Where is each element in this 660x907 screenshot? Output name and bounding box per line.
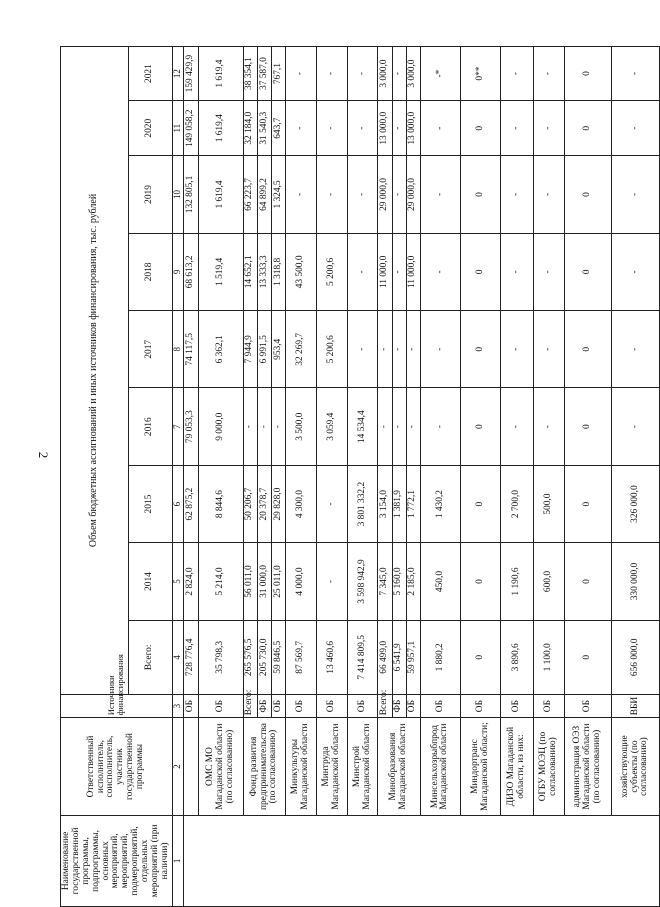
value-cell: 14 534,4	[347, 388, 378, 465]
col-number: 8	[172, 311, 183, 388]
value-cell: -	[257, 388, 271, 465]
value-cell: 0	[461, 233, 501, 310]
value-cell: 25 011,0	[272, 543, 286, 620]
source-cell: ОБ	[198, 694, 243, 717]
value-cell: -	[347, 101, 378, 156]
value-cell: -	[534, 101, 565, 156]
value-cell: 1 519,4	[198, 233, 243, 310]
value-cell: 1 381,9	[392, 465, 406, 542]
value-cell: -	[420, 233, 460, 310]
col-number: 3	[172, 694, 183, 717]
value-cell: -	[420, 156, 460, 233]
table-row	[420, 47, 460, 907]
value-cell: -	[347, 233, 378, 310]
source-cell: ОБ	[272, 694, 286, 717]
rotated-table-wrapper	[60, 46, 650, 907]
source-cell: ОБ	[534, 694, 565, 717]
value-cell: 29 828,0	[272, 465, 286, 542]
value-cell: 159 429,9	[183, 47, 198, 101]
value-cell: 1 324,5	[272, 156, 286, 233]
value-cell: 4 000,0	[286, 543, 317, 620]
value-cell: 6 362,1	[198, 311, 243, 388]
value-cell: -	[406, 311, 420, 388]
header-year-2017: 2017	[128, 311, 172, 388]
value-cell: -	[286, 47, 317, 101]
value-cell: 326 000,0	[612, 465, 659, 542]
value-cell: -	[534, 47, 565, 101]
value-cell: -	[316, 47, 347, 101]
value-cell: 31 000,0	[257, 543, 271, 620]
value-cell: -	[347, 156, 378, 233]
value-cell: 0	[565, 311, 612, 388]
value-cell: 66 223,7	[243, 156, 257, 233]
value-cell: -	[316, 465, 347, 542]
header-year-2020: 2020	[128, 101, 172, 156]
executor-cell: администрация ОЭЗ Магаданской области (по согласованию)	[565, 718, 612, 816]
value-cell: 205 730,0	[257, 620, 271, 694]
executor-cell: ДИЗО Магаданской области, из них:	[501, 718, 534, 816]
value-cell: 62 875,2	[183, 465, 198, 542]
value-cell: -	[420, 388, 460, 465]
value-cell: 0**	[461, 47, 501, 101]
value-cell: 13 333,3	[257, 233, 271, 310]
source-cell: ВБИ	[612, 694, 659, 717]
header-year-2014: 2014	[128, 543, 172, 620]
value-cell: 3 000,0	[378, 47, 392, 101]
value-cell: 13 000,0	[406, 101, 420, 156]
value-cell: 0	[461, 543, 501, 620]
value-cell: -	[501, 47, 534, 101]
value-cell: -	[392, 156, 406, 233]
header-year-2021: 2021	[128, 47, 172, 101]
value-cell: 0	[565, 156, 612, 233]
value-cell: -	[612, 311, 659, 388]
value-cell: -	[272, 388, 286, 465]
value-cell: 0	[565, 620, 612, 694]
header-year-total: Всего:	[128, 620, 172, 694]
value-cell: 2 700,0	[501, 465, 534, 542]
value-cell: 0	[565, 543, 612, 620]
value-cell: -	[286, 101, 317, 156]
value-cell: -	[378, 388, 392, 465]
value-cell: 1 190,6	[501, 543, 534, 620]
table-row	[501, 47, 534, 907]
table-row	[316, 47, 347, 907]
value-cell: 8 844,6	[198, 465, 243, 542]
value-cell: 0	[461, 388, 501, 465]
executor-cell: хозяйствующие субъекты (по согласованию)	[612, 718, 659, 816]
value-cell: 1 430,2	[420, 465, 460, 542]
col-number: 2	[172, 718, 183, 816]
value-cell: 3 801 332,2	[347, 465, 378, 542]
source-cell: ОБ	[183, 694, 198, 717]
source-cell: ОБ	[501, 694, 534, 717]
value-cell: 11 000,0	[406, 233, 420, 310]
header-executor: Ответственный исполнитель, соисполнитель, участник государственной программы	[61, 718, 173, 816]
executor-cell: Фонд развития предпринимательства (по согласованию)	[243, 718, 286, 816]
source-cell: ОБ	[420, 694, 460, 717]
value-cell: 265 576,5	[243, 620, 257, 694]
col-number: 11	[172, 101, 183, 156]
table-row	[461, 47, 501, 907]
value-cell: 7 414 809,5	[347, 620, 378, 694]
executor-cell: ОГБУ МОЭЦ (по согласованию)	[534, 718, 565, 816]
value-cell: 20 378,7	[257, 465, 271, 542]
value-cell: -	[316, 101, 347, 156]
executor-cell: Минстрой Магаданской области	[347, 718, 378, 816]
table-row	[612, 47, 659, 907]
value-cell: -	[392, 101, 406, 156]
value-cell: -	[534, 156, 565, 233]
table-row	[286, 47, 317, 907]
value-cell: 59 846,5	[272, 620, 286, 694]
value-cell: -	[316, 156, 347, 233]
value-cell: 6 541,9	[392, 620, 406, 694]
value-cell: 953,4	[272, 311, 286, 388]
value-cell: 56 011,0	[243, 543, 257, 620]
value-cell: -	[612, 156, 659, 233]
value-cell: 50 206,7	[243, 465, 257, 542]
value-cell: 5 214,0	[198, 543, 243, 620]
page-number: 2	[36, 451, 51, 459]
value-cell: 32 269,7	[286, 311, 317, 388]
value-cell: 11 000,0	[378, 233, 392, 310]
executor-cell: ОМС МО Магаданской области (по согласованию)	[198, 718, 243, 816]
value-cell: 5 200,6	[316, 311, 347, 388]
value-cell: 330 000,0	[612, 543, 659, 620]
value-cell: 1 772,1	[406, 465, 420, 542]
value-cell: -	[612, 101, 659, 156]
col-number: 9	[172, 233, 183, 310]
value-cell: -	[612, 233, 659, 310]
value-cell: -	[286, 156, 317, 233]
value-cell: -	[392, 388, 406, 465]
value-cell: 1 619,4	[198, 47, 243, 101]
value-cell: 3 059,4	[316, 388, 347, 465]
value-cell: 0	[565, 233, 612, 310]
executor-cell: Минкультуры Магаданской области	[286, 718, 317, 816]
value-cell: 0	[461, 620, 501, 694]
header-financing-volume: Объем бюджетных ассигнований и иных источников финансирования, тыс. рублей	[61, 47, 129, 695]
source-cell: ОБ	[286, 694, 317, 717]
source-cell: ОБ	[565, 694, 612, 717]
value-cell: 0	[565, 101, 612, 156]
value-cell: 37 587,0	[257, 47, 271, 101]
value-cell: 3 890,6	[501, 620, 534, 694]
value-cell: 29 000,0	[406, 156, 420, 233]
table-row	[198, 47, 243, 907]
value-cell: 32 184,0	[243, 101, 257, 156]
value-cell: -	[501, 233, 534, 310]
table-row	[347, 47, 378, 907]
value-cell: 3 000,0	[406, 47, 420, 101]
financing-table	[60, 46, 660, 907]
table-row	[565, 47, 612, 907]
value-cell: 1 100,0	[534, 620, 565, 694]
table-row	[243, 47, 257, 907]
value-cell: -	[501, 101, 534, 156]
value-cell: 132 805,1	[183, 156, 198, 233]
value-cell: 0	[461, 465, 501, 542]
value-cell: -	[534, 233, 565, 310]
source-cell: ФБ	[392, 694, 406, 717]
value-cell: 1 880,2	[420, 620, 460, 694]
value-cell: -	[392, 47, 406, 101]
value-cell: 0	[461, 156, 501, 233]
value-cell: -	[406, 388, 420, 465]
header-year-2016: 2016	[128, 388, 172, 465]
value-cell: 43 500,0	[286, 233, 317, 310]
source-cell: ОБ	[461, 694, 501, 717]
table-row	[378, 47, 392, 907]
value-cell: 66 499,0	[378, 620, 392, 694]
value-cell: 4 300,0	[286, 465, 317, 542]
source-cell: ОБ	[316, 694, 347, 717]
value-cell: 5 200,6	[316, 233, 347, 310]
value-cell: 2 185,0	[406, 543, 420, 620]
value-cell: -	[316, 543, 347, 620]
value-cell: 6 991,5	[257, 311, 271, 388]
value-cell: 0	[565, 465, 612, 542]
value-cell: 2 824,0	[183, 543, 198, 620]
col-number: 4	[172, 620, 183, 694]
program-name-cell	[183, 815, 659, 906]
value-cell: -	[420, 311, 460, 388]
col-number: 5	[172, 543, 183, 620]
value-cell: 0	[461, 311, 501, 388]
value-cell: -	[534, 388, 565, 465]
value-cell: 9 000,0	[198, 388, 243, 465]
col-number: 10	[172, 156, 183, 233]
value-cell: 0	[565, 388, 612, 465]
value-cell: 149 058,2	[183, 101, 198, 156]
value-cell: 7 345,0	[378, 543, 392, 620]
value-cell: -	[612, 388, 659, 465]
header-source: Источники финансирования	[61, 694, 173, 717]
col-number: 7	[172, 388, 183, 465]
source-cell: ОБ	[406, 694, 420, 717]
value-cell: -	[347, 311, 378, 388]
value-cell: 59 957,1	[406, 620, 420, 694]
value-cell: 3 154,0	[378, 465, 392, 542]
value-cell: 87 569,7	[286, 620, 317, 694]
value-cell: 64 899,2	[257, 156, 271, 233]
executor-cell: Миндортранс Магаданской области;	[461, 718, 501, 816]
value-cell: 1 318,8	[272, 233, 286, 310]
value-cell: 1 619,4	[198, 156, 243, 233]
value-cell: 0	[461, 101, 501, 156]
value-cell: -	[392, 311, 406, 388]
header-year-2019: 2019	[128, 156, 172, 233]
value-cell: 643,7	[272, 101, 286, 156]
value-cell: -	[378, 311, 392, 388]
value-cell: 728 776,4	[183, 620, 198, 694]
table-row	[534, 47, 565, 907]
value-cell: 3 500,0	[286, 388, 317, 465]
table-body	[183, 47, 659, 907]
value-cell: -*	[420, 47, 460, 101]
source-cell: Всего:	[378, 694, 392, 717]
header-year-2018: 2018	[128, 233, 172, 310]
value-cell: -	[612, 47, 659, 101]
source-cell: ОБ	[347, 694, 378, 717]
executor-cell: Минсельхозрыбпрод Магаданской области	[420, 718, 460, 816]
header-year-2015: 2015	[128, 465, 172, 542]
value-cell: -	[501, 388, 534, 465]
executor-cell: Минобразования Магаданской области	[378, 718, 421, 816]
value-cell: 13 460,6	[316, 620, 347, 694]
value-cell: 767,1	[272, 47, 286, 101]
source-cell: ФБ	[257, 694, 271, 717]
value-cell: 656 000,0	[612, 620, 659, 694]
value-cell: 79 053,3	[183, 388, 198, 465]
value-cell: 14 652,1	[243, 233, 257, 310]
value-cell: -	[347, 47, 378, 101]
value-cell: 1 619,4	[198, 101, 243, 156]
value-cell: 600,0	[534, 543, 565, 620]
value-cell: -	[243, 388, 257, 465]
executor-cell: Минтруда Магаданской области	[316, 718, 347, 816]
value-cell: 450,0	[420, 543, 460, 620]
header-program-name: Наименование государственной программы, подпрограммы, основных мероприятий, мероприятий, подмероприятий, отдельных мероприятий (при наличии)	[61, 815, 173, 906]
column-number-row	[172, 47, 183, 907]
value-cell: 0	[565, 47, 612, 101]
col-number: 1	[172, 815, 183, 906]
value-cell: 74 117,5	[183, 311, 198, 388]
value-cell: -	[534, 311, 565, 388]
value-cell: 68 613,2	[183, 233, 198, 310]
value-cell: -	[420, 101, 460, 156]
value-cell: 31 540,3	[257, 101, 271, 156]
value-cell: -	[501, 156, 534, 233]
executor-cell	[183, 718, 198, 816]
value-cell: -	[392, 233, 406, 310]
value-cell: 7 944,9	[243, 311, 257, 388]
table-row	[183, 47, 198, 907]
value-cell: 5 160,0	[392, 543, 406, 620]
value-cell: 500,0	[534, 465, 565, 542]
col-number: 6	[172, 465, 183, 542]
value-cell: 38 354,1	[243, 47, 257, 101]
value-cell: 35 798,3	[198, 620, 243, 694]
col-number: 12	[172, 47, 183, 101]
source-cell: Всего:	[243, 694, 257, 717]
value-cell: 29 000,0	[378, 156, 392, 233]
value-cell: -	[501, 311, 534, 388]
value-cell: 3 598 942,9	[347, 543, 378, 620]
value-cell: 13 000,0	[378, 101, 392, 156]
